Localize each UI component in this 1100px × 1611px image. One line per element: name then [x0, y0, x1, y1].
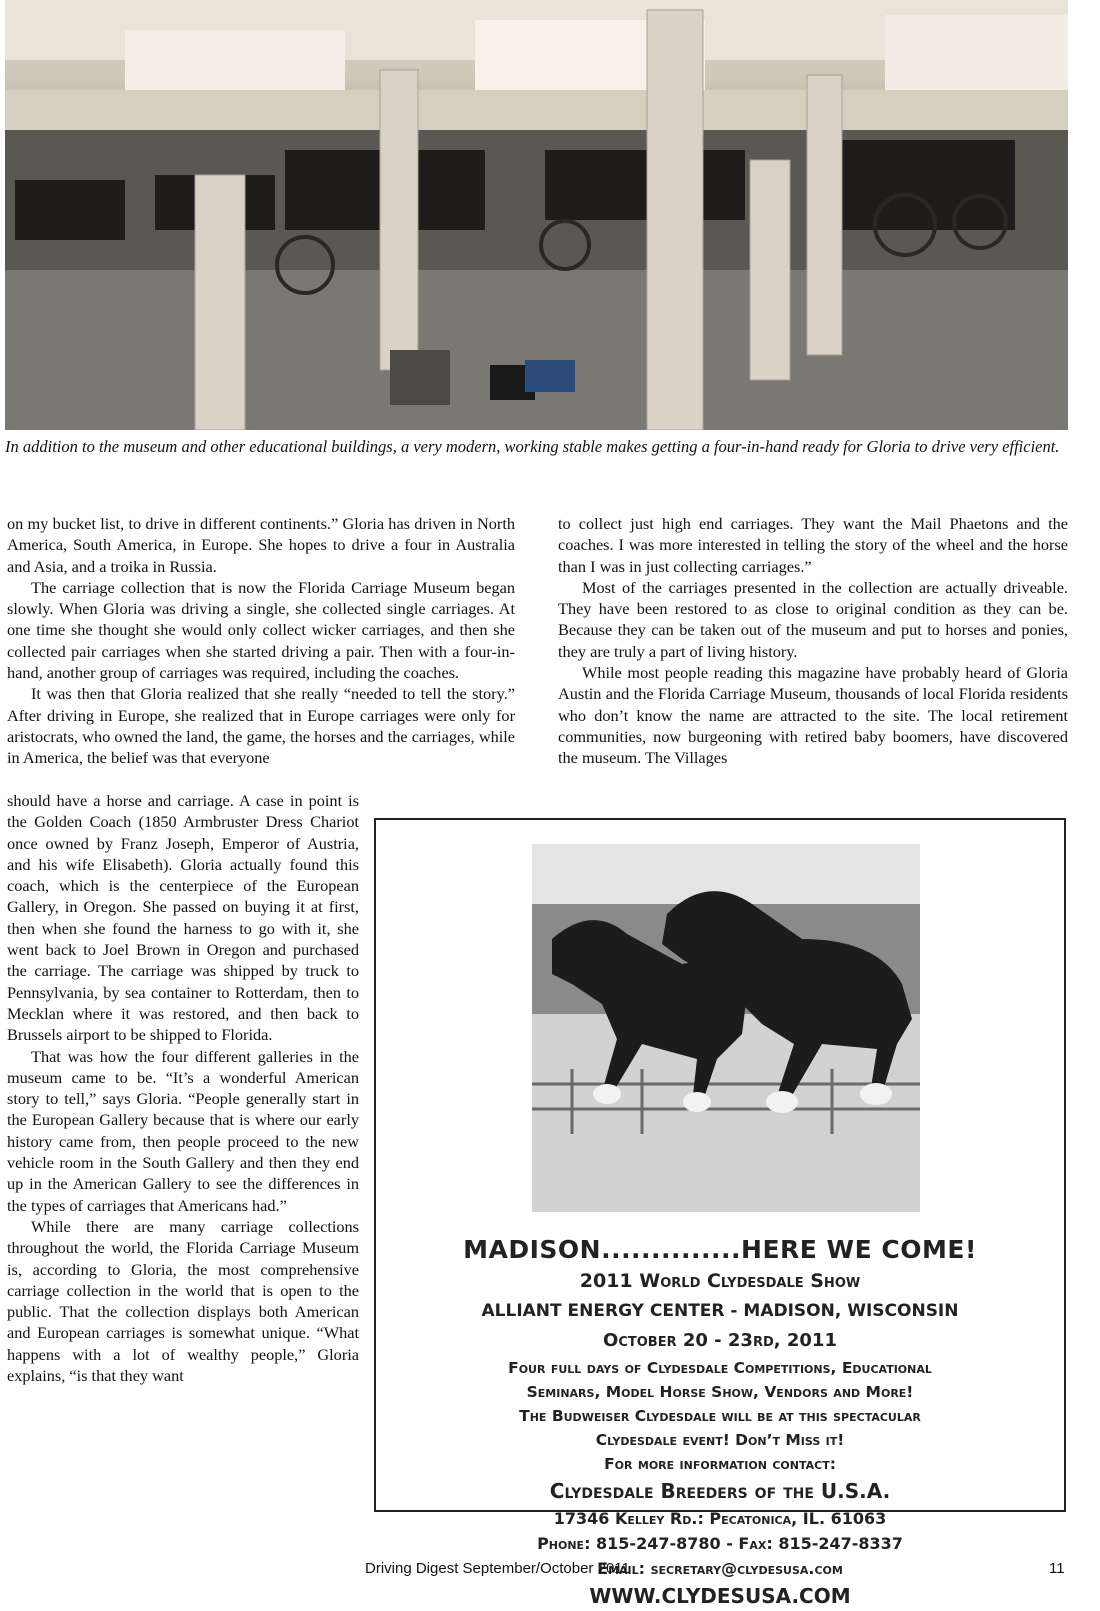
ad-headline: MADISON..............HERE WE COME!: [463, 1235, 977, 1264]
ad-email: Email: secretary@clydesusa.com: [597, 1559, 843, 1578]
article-paragraph: That was how the four different galleries in the museum came to be. “It’s a wonderful American story to tell,” says Gloria. “People generally start in the European Gallery because that is where our early history came from, then people proceed to the new vehicle room in the South Gallery and then they end up in the American Gallery to see the differences in the types of carriages that Americans had.”: [7, 1046, 359, 1215]
stable-illustration: [5, 0, 1068, 430]
stable-photo: [5, 0, 1068, 430]
ad-website: WWW.CLYDESUSA.COM: [589, 1584, 851, 1608]
ad-event: 2011 World Clydesdale Show: [579, 1270, 861, 1292]
article-column-left: [7, 513, 515, 769]
ad-organization: Clydesdale Breeders of the U.S.A.: [549, 1479, 891, 1503]
magazine-issue: Driving Digest September/October 2011: [365, 1560, 630, 1577]
ad-details-4: Clydesdale event! Don’t Miss it!: [595, 1431, 845, 1449]
clydesdale-horses-photo: [532, 844, 920, 1212]
article-paragraph: While there are many carriage collections throughout the world, the Florida Carriage Museum is, according to Gloria, the most comprehensive carriage collection in the world that is open to the public. That the collection displays both American and European carriages is somewhat unique. “What happens with a lot of wealthy people,” Gloria explains, “is that they want: [7, 1216, 359, 1386]
photo-caption: In addition to the museum and other educational buildings, a very modern, working stable makes getting a four-in-hand ready for Gloria to drive very efficient.: [5, 437, 1060, 456]
ad-address: 17346 Kelley Rd.: Pecatonica, IL. 61063: [553, 1509, 887, 1528]
article-paragraph: The carriage collection that is now the Florida Carriage Museum began slowly. When Gloria was driving a single, she collected single carriages. At one time she thought she would only collect wicker carriages, and then she collected pair carriages when she started driving a pair. Then with a four-in-hand, another group of carriages was required, including the coaches.: [7, 577, 515, 683]
ad-contact-label: For more information contact:: [604, 1455, 836, 1473]
article-paragraph: Most of the carriages presented in the collection are actually driveable. They have been restored to as close to original condition as they can be. Because they can be taken out of the museum and put to horses and ponies, they are truly a part of living history.: [558, 577, 1068, 661]
article-paragraph: on my bucket list, to drive in different continents.” Gloria has driven in North America, South America, in Europe. She hopes to drive a four in Australia and Asia, and a troika in Russia.: [7, 514, 515, 576]
ad-details-2: Seminars, Model Horse Show, Vendors and More!: [526, 1383, 914, 1401]
ad-text-block: [376, 1234, 1064, 1611]
ad-details-3: The Budweiser Clydesdale will be at this spectacular: [519, 1407, 921, 1425]
ad-details-1: Four full days of Clydesdale Competitions, Educational: [508, 1359, 932, 1377]
ad-phone: Phone: 815-247-8780 - Fax: 815-247-8337: [537, 1534, 903, 1553]
ad-venue: ALLIANT ENERGY CENTER - MADISON, WISCONSIN: [481, 1301, 959, 1321]
article-column-right: [558, 513, 1068, 769]
article-paragraph: should have a horse and carriage. A case in point is the Golden Coach (1850 Armbruster Dress Chariot once owned by Franz Joseph, Emperor of Austria, and his wife Elisabeth). Gloria actually found this coach, which is the centerpiece of the European Gallery, in Oregon. She passed on buying it at first, then when she found the harness to go with it, she went back to Joel Brown in Oregon and purchased the carriage. The carriage was shipped by truck to Pennsylvania, by sea container to Rotterdam, then to Mecklan where it was restored, and then back to Brussels airport to be shipped to Florida.: [7, 791, 359, 1045]
page-number: 11: [1049, 1560, 1065, 1577]
article-paragraph: It was then that Gloria realized that she really “needed to tell the story.” After driving in Europe, she realized that in Europe carriages were only for aristocrats, who owned the land, the game, the horses and the carriages, while in America, the belief was that everyone: [7, 684, 515, 768]
article-paragraph: to collect just high end carriages. They want the Mail Phaetons and the coaches. I was more interested in telling the story of the wheel and the horse than I was in just collecting carriages.”: [558, 514, 1068, 576]
article-column-left-narrow: [7, 790, 359, 1386]
ad-dates: October 20 - 23rd, 2011: [603, 1330, 837, 1351]
article-paragraph: While most people reading this magazine have probably heard of Gloria Austin and the Florida Carriage Museum, thousands of local Florida residents who don’t know the name are attracted to the site. The local retirement communities, now burgeoning with retired baby boomers, have discovered the museum. The Villages: [558, 663, 1068, 768]
